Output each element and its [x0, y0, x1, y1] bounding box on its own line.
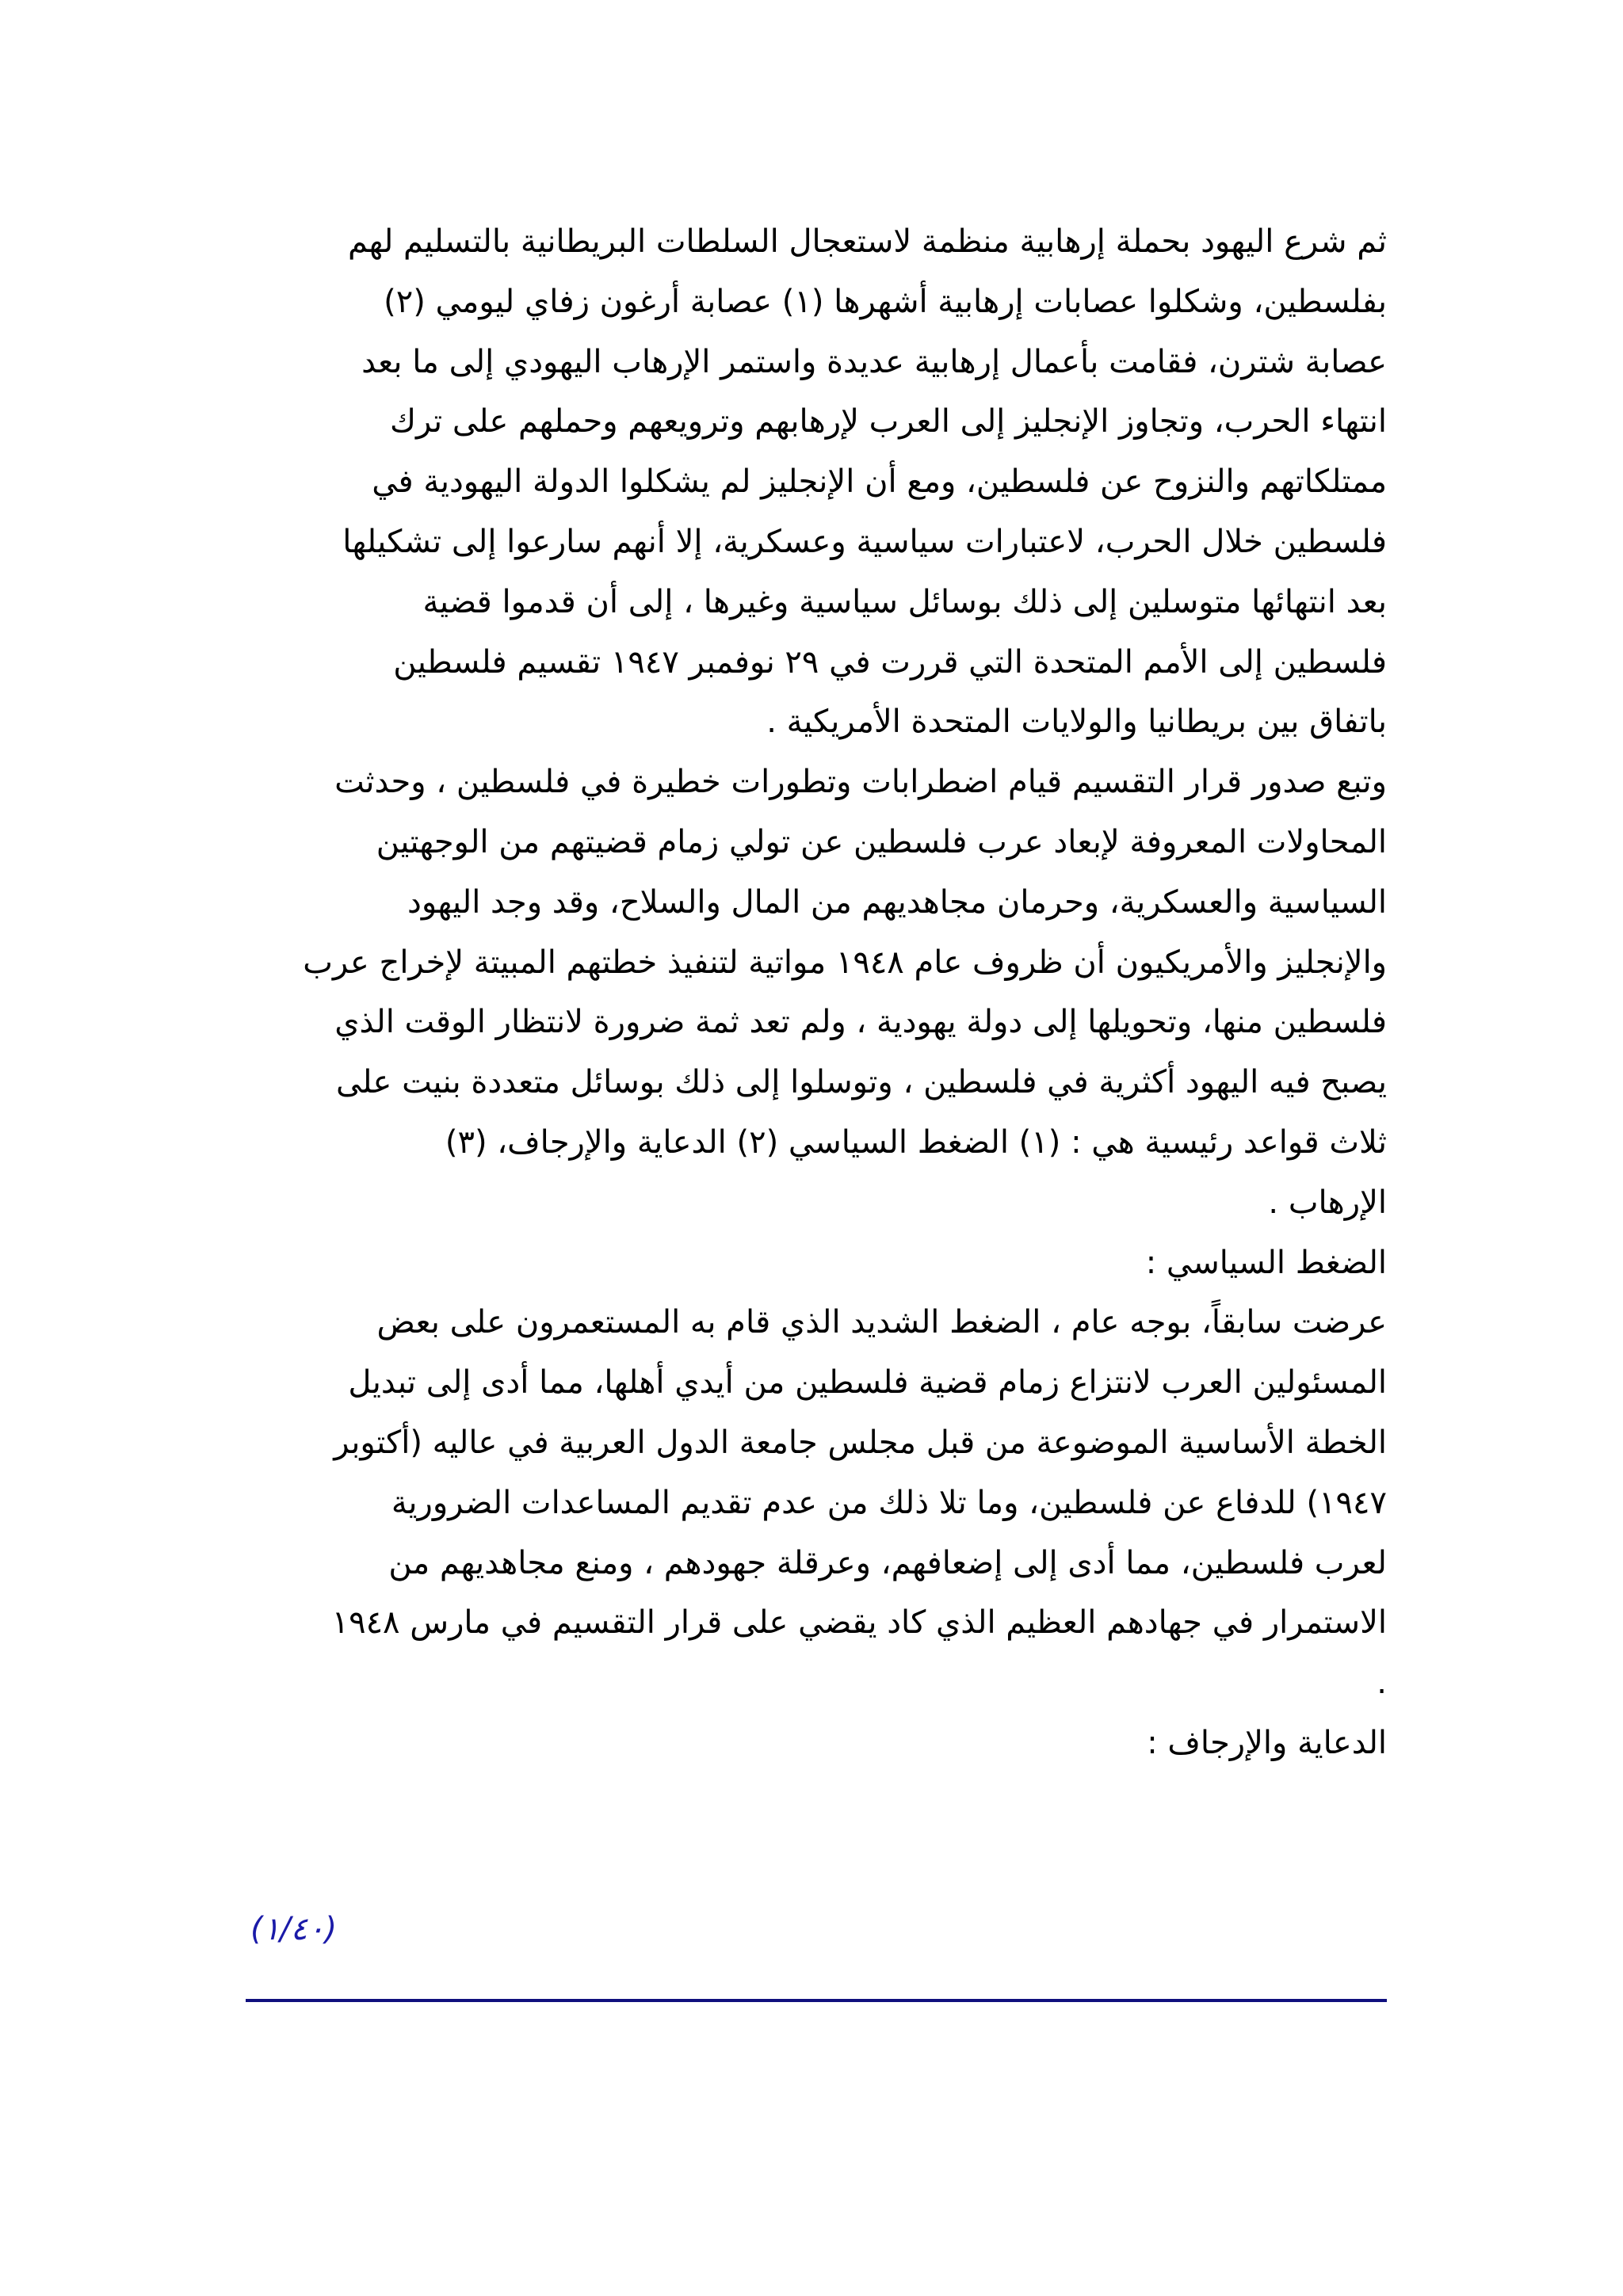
text-line: ممتلكاتهم والنزوح عن فلسطين، ومع أن الإنجليز لم يشكلوا الدولة اليهودية في [372, 463, 1387, 501]
text-line: الإرهاب . [1268, 1184, 1387, 1221]
text-line: المحاولات المعروفة لإبعاد عرب فلسطين عن تولي زمام قضيتهم من الوجهتين [376, 823, 1387, 860]
text-line: يصبح فيه اليهود أكثرية في فلسطين ، وتوسلوا إلى ذلك بوسائل متعددة بنيت على [335, 1064, 1387, 1101]
text-line: المسئولين العرب لانتزاع زمام قضية فلسطين من أيدي أهلها، مما أدى إلى تبديل [348, 1364, 1387, 1402]
text-line: بفلسطين، وشكلوا عصابات إرهابية أشهرها (١) عصابة أرغون زفاي ليومي (٢) [384, 283, 1387, 320]
text-line: ١٩٤٧) للدفاع عن فلسطين، وما تلا ذلك من عدم تقديم المساعدات الضرورية [391, 1484, 1387, 1521]
text-line: عرضت سابقاً، بوجه عام ، الضغط الشديد الذي قام به المستعمرون على بعض [376, 1304, 1387, 1341]
text-line: فلسطين منها، وتحويلها إلى دولة يهودية ، ولم تعد ثمة ضرورة لانتظار الوقت الذي [334, 1004, 1387, 1041]
page-reference: (١/٤٠) [250, 1911, 338, 1947]
text-line: الخطة الأساسية الموضوعة من قبل مجلس جامعة الدول العربية في عاليه (أكتوبر [334, 1424, 1387, 1461]
text-line: ثم شرع اليهود بحملة إرهابية منظمة لاستعجال السلطات البريطانية بالتسليم لهم [348, 223, 1387, 260]
text-line: فلسطين خلال الحرب، لاعتبارات سياسية وعسكرية، إلا أنهم سارعوا إلى تشكيلها [342, 523, 1387, 560]
text-line: ثلاث قواعد رئيسية هي : (١) الضغط السياسي (٢) الدعاية والإرجاف، (٣) [445, 1123, 1387, 1161]
text-line: فلسطين إلى الأمم المتحدة التي قررت في ٢٩ نوفمبر ١٩٤٧ تقسيم فلسطين [393, 643, 1387, 681]
text-line: والإنجليز والأمريكيون أن ظروف عام ١٩٤٨ مواتية لتنفيذ خطتهم المبيتة لإخراج عرب [303, 944, 1387, 981]
text-line: بعد انتهائها متوسلين إلى ذلك بوسائل سياسية وغيرها ، إلى أن قدموا قضية [422, 583, 1387, 620]
section-heading: الدعاية والإرجاف : [1147, 1724, 1387, 1761]
text-line: باتفاق بين بريطانيا والولايات المتحدة الأمريكية . [766, 704, 1387, 741]
text-line: . [1377, 1665, 1387, 1702]
text-line: وتبع صدور قرار التقسيم قيام اضطرابات وتطورات خطيرة في فلسطين ، وحدثت [334, 764, 1387, 801]
text-line: لعرب فلسطين، مما أدى إلى إضعافهم، وعرقلة جهودهم ، ومنع مجاهديهم من [388, 1544, 1387, 1581]
body-text [246, 212, 1387, 1774]
text-line: انتهاء الحرب، وتجاوز الإنجليز إلى العرب لإرهابهم وترويعهم وحملهم على ترك [390, 403, 1387, 441]
section-heading: الضغط السياسي : [1145, 1244, 1387, 1281]
footer-divider [246, 1999, 1387, 2002]
text-line: الاستمرار في جهادهم العظيم الذي كاد يقضي على قرار التقسيم في مارس ١٩٤٨ [331, 1604, 1387, 1642]
text-line: عصابة شترن، فقامت بأعمال إرهابية عديدة واستمر الإرهاب اليهودي إلى ما بعد [361, 343, 1387, 380]
text-line: السياسية والعسكرية، وحرمان مجاهديهم من المال والسلاح، وقد وجد اليهود [407, 883, 1387, 921]
